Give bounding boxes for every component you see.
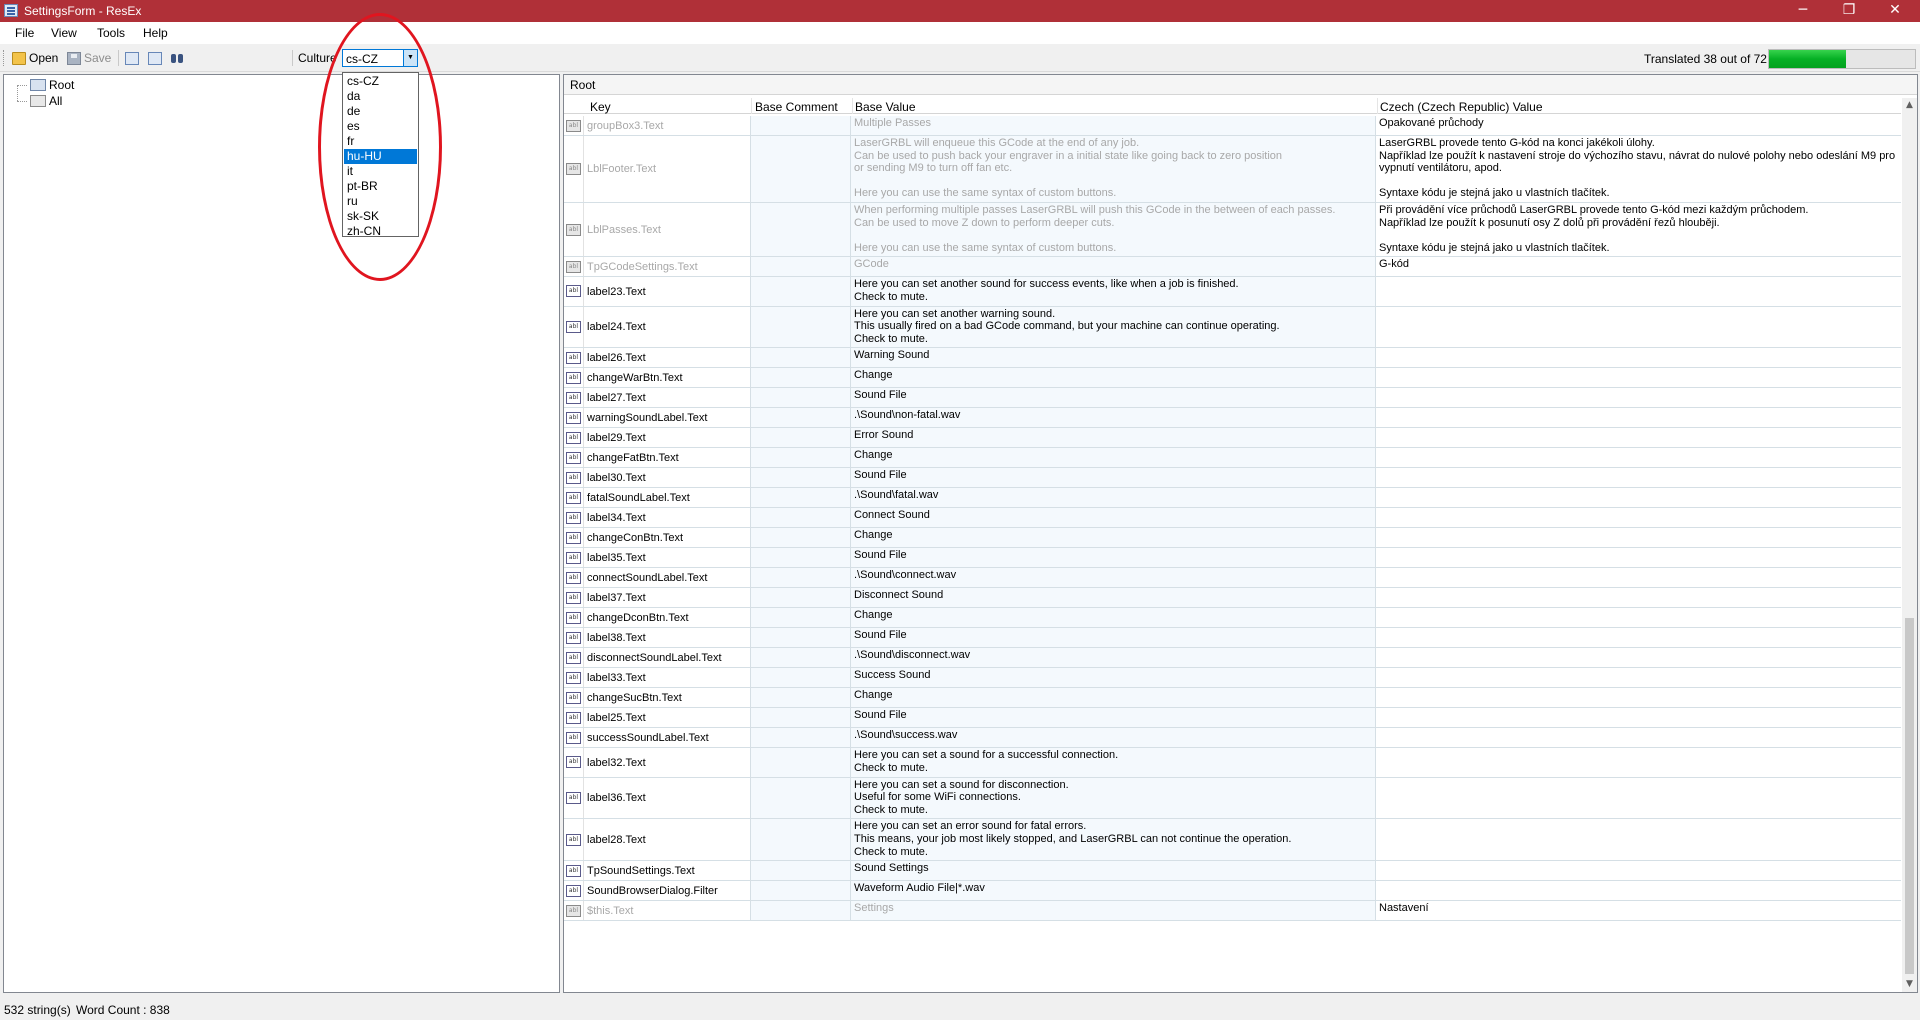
open-label: Open [29,51,59,65]
translation-cell[interactable] [1376,368,1901,387]
table-row[interactable] [564,448,1901,468]
base-comment-cell[interactable] [751,277,851,305]
culture-dropdown-list [342,72,419,237]
base-comment-cell[interactable] [751,408,851,427]
row-type-cell [564,277,584,305]
save-label: Save [84,51,112,65]
table-row[interactable] [564,116,1901,136]
key-cell[interactable]: changeWarBtn.Text [584,368,751,387]
locked-string-icon: abl [566,224,581,236]
row-type-cell [564,388,584,407]
row-type-cell [564,608,584,627]
locked-string-icon: abl [566,905,581,917]
culture-option[interactable]: ru [347,194,358,208]
string-icon: abl [566,834,581,846]
base-value-cell[interactable]: Change [851,528,1376,547]
column-header-key[interactable]: Key [590,100,611,114]
string-icon: abl [566,592,581,604]
base-value-cell[interactable]: Here you can set an error sound for fatal errors. This means, your job most likely stopped, and LaserGRBL can not continue the operation. Check to mute. [851,819,1376,860]
row-type-cell [564,648,584,667]
string-icon: abl [566,352,581,364]
culture-option[interactable]: it [347,164,353,178]
translation-cell[interactable] [1376,348,1901,367]
resource-grid-panel [563,74,1918,993]
base-comment-cell[interactable] [751,548,851,567]
key-cell[interactable]: label38.Text [584,628,751,647]
base-comment-cell[interactable] [751,488,851,507]
string-icon: abl [566,552,581,564]
row-type-cell [564,508,584,527]
translation-cell[interactable] [1376,688,1901,707]
culture-option[interactable]: fr [347,134,355,148]
base-value-cell[interactable]: Change [851,688,1376,707]
translation-cell[interactable] [1376,708,1901,727]
base-value-cell[interactable]: Here you can set a sound for disconnection. Useful for some WiFi connections. Check to mute. [851,778,1376,819]
string-icon: abl [566,512,581,524]
base-value-cell[interactable]: Multiple Passes [851,116,1376,135]
table-row[interactable] [564,388,1901,408]
base-value-cell[interactable]: Here you can set another sound for success events, like when a job is finished. Check to mute. [851,277,1376,305]
table-row[interactable] [564,748,1901,777]
table-row[interactable] [564,648,1901,668]
key-cell[interactable]: label30.Text [584,468,751,487]
grid-rows [564,116,1901,992]
table-row[interactable] [564,728,1901,748]
breadcrumb [564,75,1917,95]
table-row[interactable] [564,428,1901,448]
table-row[interactable] [564,778,1901,820]
row-type-cell [564,528,584,547]
row-type-cell [564,688,584,707]
table-row[interactable] [564,588,1901,608]
chevron-down-icon[interactable]: ▼ [403,50,417,66]
row-type-cell [564,819,584,860]
string-icon: abl [566,692,581,704]
maximize-button[interactable]: ❐ [1842,2,1856,18]
row-type-cell [564,901,584,920]
row-type-cell [564,628,584,647]
row-type-cell [564,136,584,202]
translation-cell[interactable]: Při provádění více průchodů LaserGRBL provede tento G-kód mezi každým průchodem. Například lze použít k posunutí osy Z dolů při provádění řezů hlouběji. Syntaxe kódu je stejná jako u vlastních tlačítek. [1379,204,1809,254]
key-cell[interactable]: disconnectSoundLabel.Text [584,648,751,667]
base-comment-cell[interactable] [751,508,851,527]
save-icon [67,52,81,65]
base-comment-cell[interactable] [751,568,851,587]
row-type-cell [564,748,584,776]
key-cell[interactable]: $this.Text [584,901,751,920]
table-row[interactable] [564,568,1901,588]
base-value-cell[interactable]: .\Sound\non-fatal.wav [851,408,1376,427]
string-icon: abl [566,472,581,484]
column-divider[interactable] [852,98,853,114]
vertical-scrollbar[interactable] [1902,98,1917,992]
translation-cell[interactable]: Opakované průchody [1379,117,1484,129]
minimize-button[interactable]: ─ [1798,2,1808,18]
scroll-down-icon[interactable]: ▼ [1906,979,1913,989]
key-cell[interactable]: label23.Text [584,277,751,305]
string-icon: abl [566,372,581,384]
key-cell[interactable]: label28.Text [584,819,751,860]
base-comment-cell[interactable] [751,468,851,487]
culture-select[interactable] [342,49,418,67]
translation-cell[interactable] [1376,728,1901,747]
table-row[interactable] [564,861,1901,881]
translation-cell[interactable] [1376,307,1901,348]
tree-item-all[interactable] [14,93,62,109]
table-row[interactable] [564,608,1901,628]
row-type-cell [564,257,584,276]
key-cell[interactable]: LblPasses.Text [584,203,751,256]
base-value-cell[interactable]: .\Sound\connect.wav [851,568,1376,587]
table-row[interactable] [564,881,1901,901]
table-row[interactable] [564,708,1901,728]
key-cell[interactable]: label33.Text [584,668,751,687]
string-icon: abl [566,432,581,444]
status-bar [0,998,1920,1020]
culture-option[interactable]: de [347,104,361,118]
row-type-cell [564,861,584,880]
table-row[interactable] [564,136,1901,203]
toolbar [0,44,1920,72]
translation-cell[interactable] [1376,277,1901,305]
translation-cell[interactable] [1376,548,1901,567]
base-value-cell[interactable]: Sound File [851,708,1376,727]
open-button[interactable] [12,49,58,67]
base-comment-cell[interactable] [751,588,851,607]
base-value-cell[interactable]: Sound Settings [851,861,1376,880]
translation-cell[interactable] [1376,508,1901,527]
key-cell[interactable]: label35.Text [584,548,751,567]
translation-cell[interactable] [1376,648,1901,667]
export-button[interactable] [148,49,162,67]
translation-cell[interactable]: G-kód [1379,258,1409,271]
row-type-cell [564,728,584,747]
translation-progress-bar [1768,49,1916,69]
culture-option[interactable]: sk-SK [347,209,380,223]
row-type-cell [564,668,584,687]
row-type-cell [564,428,584,447]
table-row[interactable] [564,307,1901,349]
base-comment-cell[interactable] [751,708,851,727]
key-cell[interactable]: warningSoundLabel.Text [584,408,751,427]
string-icon: abl [566,632,581,644]
column-divider[interactable] [1377,98,1378,114]
import-button[interactable] [125,49,139,67]
key-cell[interactable]: label29.Text [584,428,751,447]
key-cell[interactable]: successSoundLabel.Text [584,728,751,747]
translation-cell[interactable] [1376,428,1901,447]
grid-header [564,98,1901,114]
resource-tree[interactable] [3,74,560,993]
scroll-up-icon[interactable]: ▲ [1906,100,1913,110]
locked-string-icon: abl [566,120,581,132]
key-cell[interactable]: label27.Text [584,388,751,407]
menu-file[interactable]: File [15,26,35,40]
base-comment-cell[interactable] [751,428,851,447]
base-value-cell[interactable]: GCode [851,257,1376,276]
base-comment-cell[interactable] [751,688,851,707]
table-row[interactable] [564,277,1901,306]
base-comment-cell[interactable] [751,819,851,860]
translation-cell[interactable] [1376,408,1901,427]
string-icon: abl [566,492,581,504]
culture-option[interactable]: es [347,119,360,133]
culture-option[interactable]: pt-BR [347,179,378,193]
key-cell[interactable]: LblFooter.Text [584,136,751,202]
string-icon: abl [566,732,581,744]
string-icon: abl [566,792,581,804]
toolbar-separator [292,50,293,66]
base-value-cell[interactable]: Settings [851,901,1376,920]
column-header-base-value[interactable]: Base Value [855,100,916,114]
base-value-cell[interactable]: Warning Sound [851,348,1376,367]
menu-view[interactable]: View [51,26,77,40]
base-value-cell[interactable]: .\Sound\success.wav [851,728,1376,747]
table-row[interactable] [564,668,1901,688]
base-value-cell[interactable]: Sound File [851,468,1376,487]
translation-cell[interactable]: LaserGRBL provede tento G-kód na konci jakékoli úlohy. Například lze použít k nastavení stroje do výchozího stavu, návrat do nulové polohy nebo odeslání M9 pro vypnutí ventilátoru, apod. Syntaxe kódu je stejná jako u vlastních tlačítek. [1379,137,1896,200]
base-comment-cell[interactable] [751,778,851,819]
toolbar-separator [118,50,119,66]
key-cell[interactable]: SoundBrowserDialog.Filter [584,881,751,900]
base-value-cell[interactable]: Change [851,368,1376,387]
string-icon: abl [566,412,581,424]
base-value-cell[interactable]: Sound File [851,548,1376,567]
translation-cell[interactable] [1376,819,1901,860]
base-comment-cell[interactable] [751,648,851,667]
string-icon: abl [566,452,581,464]
title-bar [0,0,1920,22]
key-cell[interactable]: connectSoundLabel.Text [584,568,751,587]
menu-bar [0,22,1920,44]
table-row[interactable] [564,528,1901,548]
find-button[interactable] [170,49,184,67]
table-row[interactable] [564,901,1901,921]
base-comment-cell[interactable] [751,728,851,747]
string-icon: abl [566,885,581,897]
base-value-cell[interactable]: Success Sound [851,668,1376,687]
export-icon [148,52,162,65]
base-value-cell[interactable]: Sound File [851,388,1376,407]
culture-label: Culture [298,51,337,65]
tree-item-root[interactable] [14,77,74,93]
base-value-cell[interactable]: Change [851,608,1376,627]
culture-option[interactable]: hu-HU [344,149,417,164]
translation-cell[interactable] [1376,748,1901,776]
row-type-cell [564,348,584,367]
base-comment-cell[interactable] [751,203,851,256]
string-icon: abl [566,672,581,684]
translation-cell[interactable] [1376,628,1901,647]
base-comment-cell[interactable] [751,608,851,627]
key-cell[interactable]: label32.Text [584,748,751,776]
row-type-cell [564,368,584,387]
row-type-cell [564,307,584,348]
base-value-cell[interactable]: .\Sound\fatal.wav [851,488,1376,507]
table-row[interactable] [564,468,1901,488]
translation-cell[interactable] [1376,861,1901,880]
key-cell[interactable]: label25.Text [584,708,751,727]
base-value-cell[interactable]: LaserGRBL will enqueue this GCode at the end of any job. Can be used to push back your engraver in a initial state like going back to zero position or sending M9 to turn off fan etc. Here you can use the same syntax of custom buttons. [851,136,1376,202]
base-comment-cell[interactable] [751,668,851,687]
translation-cell[interactable] [1376,608,1901,627]
base-value-cell[interactable]: Here you can set another warning sound. This usually fired on a bad GCode command, but your machine can continue operating. Check to mute. [851,307,1376,348]
base-comment-cell[interactable] [751,307,851,348]
folder-open-icon [12,52,26,65]
base-comment-cell[interactable] [751,368,851,387]
string-icon: abl [566,321,581,333]
tree-item-label: Root [49,78,75,92]
base-comment-cell[interactable] [751,528,851,547]
translation-status: Translated 38 out of 72 [1644,52,1767,66]
culture-select-value: cs-CZ [346,52,378,66]
base-comment-cell[interactable] [751,136,851,202]
row-type-cell [564,548,584,567]
app-icon [4,4,18,17]
row-type-cell [564,448,584,467]
base-value-cell[interactable]: Disconnect Sound [851,588,1376,607]
string-icon: abl [566,392,581,404]
translation-cell[interactable] [1376,488,1901,507]
key-cell[interactable]: changeDconBtn.Text [584,608,751,627]
row-type-cell [564,881,584,900]
close-button[interactable]: ✕ [1889,2,1901,18]
string-icon: abl [566,285,581,297]
culture-option[interactable]: zh-CN [347,224,382,238]
base-comment-cell[interactable] [751,116,851,135]
translation-cell[interactable] [1376,448,1901,467]
string-icon: abl [566,712,581,724]
translation-cell[interactable] [1376,668,1901,687]
row-type-cell [564,203,584,256]
base-comment-cell[interactable] [751,628,851,647]
string-icon: abl [566,532,581,544]
key-cell[interactable]: label34.Text [584,508,751,527]
key-cell[interactable]: label26.Text [584,348,751,367]
translation-cell[interactable] [1376,588,1901,607]
locked-string-icon: abl [566,163,581,175]
translation-cell[interactable] [1376,388,1901,407]
base-comment-cell[interactable] [751,388,851,407]
base-value-cell[interactable]: Change [851,448,1376,467]
base-value-cell[interactable]: Sound File [851,628,1376,647]
key-cell[interactable]: fatalSoundLabel.Text [584,488,751,507]
import-icon [125,52,139,65]
table-row[interactable] [564,368,1901,388]
key-cell[interactable]: label36.Text [584,778,751,819]
toolbar-grip[interactable] [3,50,6,66]
base-comment-cell[interactable] [751,901,851,920]
column-header-translation[interactable]: Czech (Czech Republic) Value [1380,100,1543,114]
word-count: Word Count : 838 [76,1003,170,1017]
base-comment-cell[interactable] [751,861,851,880]
list-icon [30,95,46,107]
string-count: 532 string(s) [4,1003,71,1017]
base-value-cell[interactable]: Error Sound [851,428,1376,447]
row-type-cell [564,708,584,727]
base-value-cell[interactable]: When performing multiple passes LaserGRBL will push this GCode in the between of each passes. Can be used to move Z down to perform deeper cuts. Here you can use the same syntax of custom buttons. [851,203,1376,256]
table-row[interactable] [564,688,1901,708]
culture-option[interactable]: cs-CZ [347,74,379,88]
menu-help[interactable]: Help [143,26,168,40]
column-divider[interactable] [751,98,752,114]
translation-cell[interactable]: Nastavení [1379,902,1429,915]
tree-item-label: All [49,94,63,108]
breadcrumb-root: Root [570,78,596,92]
base-value-cell[interactable]: .\Sound\disconnect.wav [851,648,1376,667]
progress-fill [1769,50,1846,68]
culture-option[interactable]: da [347,89,361,103]
menu-tools[interactable]: Tools [97,26,126,40]
table-row[interactable] [564,819,1901,861]
base-comment-cell[interactable] [751,881,851,900]
key-cell[interactable]: label37.Text [584,588,751,607]
key-cell[interactable]: TpGCodeSettings.Text [584,257,751,276]
row-type-cell [564,488,584,507]
table-row[interactable] [564,348,1901,368]
key-cell[interactable]: label24.Text [584,307,751,348]
folder-icon [30,79,46,91]
base-comment-cell[interactable] [751,748,851,776]
column-header-base-comment[interactable]: Base Comment [755,100,838,114]
binoculars-icon [170,52,184,64]
translation-cell[interactable] [1376,468,1901,487]
base-comment-cell[interactable] [751,348,851,367]
locked-string-icon: abl [566,261,581,273]
row-type-cell [564,408,584,427]
key-cell[interactable]: groupBox3.Text [584,116,751,135]
base-value-cell[interactable]: Connect Sound [851,508,1376,527]
string-icon: abl [566,612,581,624]
table-row[interactable] [564,488,1901,508]
base-comment-cell[interactable] [751,448,851,467]
translation-cell[interactable] [1376,881,1901,900]
save-button[interactable] [67,49,111,67]
row-type-cell [564,116,584,135]
table-row[interactable] [564,408,1901,428]
string-icon: abl [566,865,581,877]
key-cell[interactable]: changeConBtn.Text [584,528,751,547]
base-comment-cell[interactable] [751,257,851,276]
key-cell[interactable]: TpSoundSettings.Text [584,861,751,880]
row-type-cell [564,588,584,607]
row-type-cell [564,778,584,819]
string-icon: abl [566,652,581,664]
table-row[interactable] [564,508,1901,528]
string-icon: abl [566,756,581,768]
row-type-cell [564,568,584,587]
base-value-cell[interactable]: Here you can set a sound for a successful connection. Check to mute. [851,748,1376,776]
translation-cell[interactable] [1376,778,1901,819]
scroll-thumb[interactable] [1905,618,1914,974]
translation-cell[interactable] [1376,568,1901,587]
key-cell[interactable]: changeFatBtn.Text [584,448,751,467]
table-row[interactable] [564,257,1901,277]
window-title: SettingsForm - ResEx [24,4,142,18]
table-row[interactable] [564,548,1901,568]
string-icon: abl [566,572,581,584]
row-type-cell [564,468,584,487]
translation-cell[interactable] [1376,528,1901,547]
table-row[interactable] [564,628,1901,648]
table-row[interactable] [564,203,1901,257]
key-cell[interactable]: changeSucBtn.Text [584,688,751,707]
base-value-cell[interactable]: Waveform Audio File|*.wav [851,881,1376,900]
